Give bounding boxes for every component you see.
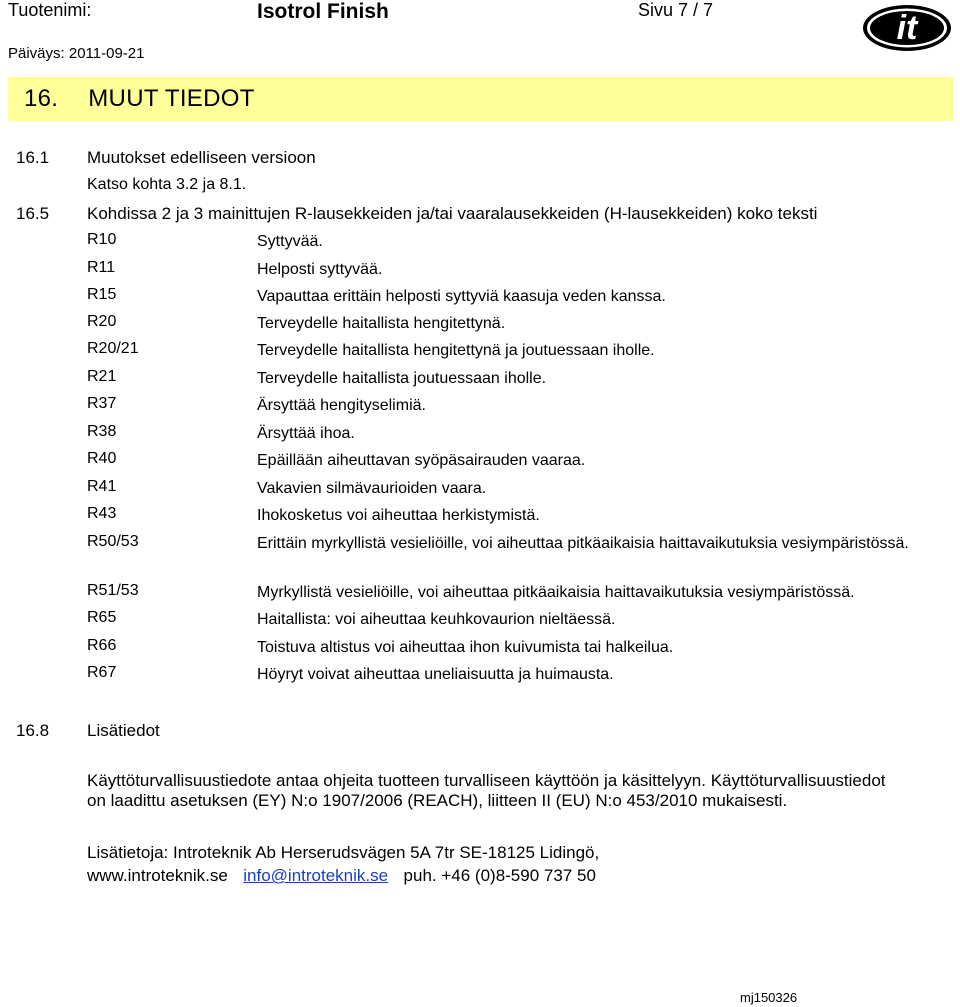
r-phrase-code: R11 xyxy=(87,259,116,276)
r-phrase-text: Vapauttaa erittäin helposti syttyviä kaasuja veden kanssa. xyxy=(257,288,666,305)
section-title xyxy=(24,77,255,121)
r-phrase-text: Toistuva altistus voi aiheuttaa ihon kuivumista tai halkeilua. xyxy=(257,639,674,656)
r-phrase-code: R51/53 xyxy=(87,582,139,599)
contact-links xyxy=(87,866,596,886)
r-phrase-text: Myrkyllistä vesieliöille, voi aiheuttaa pitkäaikaisia haittavaikutuksia vesiympäristössä. xyxy=(257,584,855,601)
r-phrase-code: R67 xyxy=(87,664,117,681)
r-phrase-text: Ihokosketus voi aiheuttaa herkistymistä. xyxy=(257,507,540,524)
r-phrase-text: Epäillään aiheuttavan syöpäsairauden vaaraa. xyxy=(257,452,586,469)
r-phrase-text: Haitallista: voi aiheuttaa keuhkovaurion nieltäessä. xyxy=(257,611,616,628)
r-phrase-text: Ärsyttää ihoa. xyxy=(257,425,355,442)
r-phrase-text: Ärsyttää hengityselimiä. xyxy=(257,397,426,414)
r-phrase-code: R20 xyxy=(87,313,117,330)
r-phrase-text: Vakavien silmävaurioiden vaara. xyxy=(257,480,487,497)
company-logo xyxy=(862,4,952,52)
subsection-title-16-8: Lisätiedot xyxy=(87,721,160,740)
r-phrase-code: R20/21 xyxy=(87,340,139,357)
subsection-number-16-5: 16.5 xyxy=(16,204,50,223)
product-name: Isotrol Finish xyxy=(257,0,389,23)
info-paragraph-line-1: Käyttöturvallisuustiedote antaa ohjeita tuotteen turvalliseen käyttöön ja käsittelyyn. Käyttöturvallisuustiedot xyxy=(87,771,886,790)
phone-text: puh. +46 (0)8-590 737 50 xyxy=(403,866,596,885)
section-title-text: MUUT TIEDOT xyxy=(88,85,255,112)
logo-text: it xyxy=(896,9,918,47)
product-label: Tuotenimi: xyxy=(8,0,92,20)
r-phrase-code: R65 xyxy=(87,609,117,626)
r-phrase-code: R37 xyxy=(87,395,117,412)
r-phrase-code: R50/53 xyxy=(87,533,139,550)
r-phrase-text: Terveydelle haitallista joutuessaan iholle. xyxy=(257,370,547,387)
subsection-number-16-1: 16.1 xyxy=(16,148,50,167)
website-text: www.introteknik.se xyxy=(87,866,228,885)
r-phrase-code: R41 xyxy=(87,478,117,495)
subsection-title-16-5: Kohdissa 2 ja 3 mainittujen R-lausekkeiden ja/tai vaaralausekkeiden (H-lausekkeiden) koko teksti xyxy=(87,204,818,223)
r-phrase-code: R21 xyxy=(87,368,117,385)
document-date: Päiväys: 2011-09-21 xyxy=(8,45,145,62)
r-phrase-text: Erittäin myrkyllistä vesieliöille, voi aiheuttaa pitkäaikaisia haittavaikutuksia vesiympäristössä. xyxy=(257,535,909,552)
section-header xyxy=(8,77,954,121)
subsection-number-16-8: 16.8 xyxy=(16,721,50,740)
r-phrase-text: Terveydelle haitallista hengitettynä. xyxy=(257,315,506,332)
info-paragraph-line-2: on laadittu asetuksen (EY) N:o 1907/2006 (REACH), liitteen II (EU) N:o 453/2010 mukaisesti. xyxy=(87,791,788,810)
contact-line: Lisätietoja: Introteknik Ab Herserudsvägen 5A 7tr SE-18125 Lidingö, xyxy=(87,843,600,862)
email-link[interactable]: info@introteknik.se xyxy=(243,866,389,885)
r-phrase-text: Höyryt voivat aiheuttaa uneliaisuutta ja huimausta. xyxy=(257,666,614,683)
r-phrase-text: Terveydelle haitallista hengitettynä ja joutuessaan iholle. xyxy=(257,342,655,359)
page-number: Sivu 7 / 7 xyxy=(638,0,714,20)
r-phrase-code: R43 xyxy=(87,505,117,522)
r-phrase-code: R40 xyxy=(87,450,117,467)
subsection-title-16-1: Muutokset edelliseen versioon xyxy=(87,148,316,167)
r-phrase-text: Syttyvää. xyxy=(257,233,323,250)
subsection-text-16-1: Katso kohta 3.2 ja 8.1. xyxy=(87,176,247,193)
r-phrase-code: R66 xyxy=(87,637,117,654)
r-phrase-code: R38 xyxy=(87,423,117,440)
footer-code: mj150326 xyxy=(740,990,798,1005)
section-number: 16. xyxy=(24,85,59,112)
r-phrase-code: R10 xyxy=(87,231,117,248)
r-phrase-code: R15 xyxy=(87,286,117,303)
r-phrase-text: Helposti syttyvää. xyxy=(257,261,383,278)
